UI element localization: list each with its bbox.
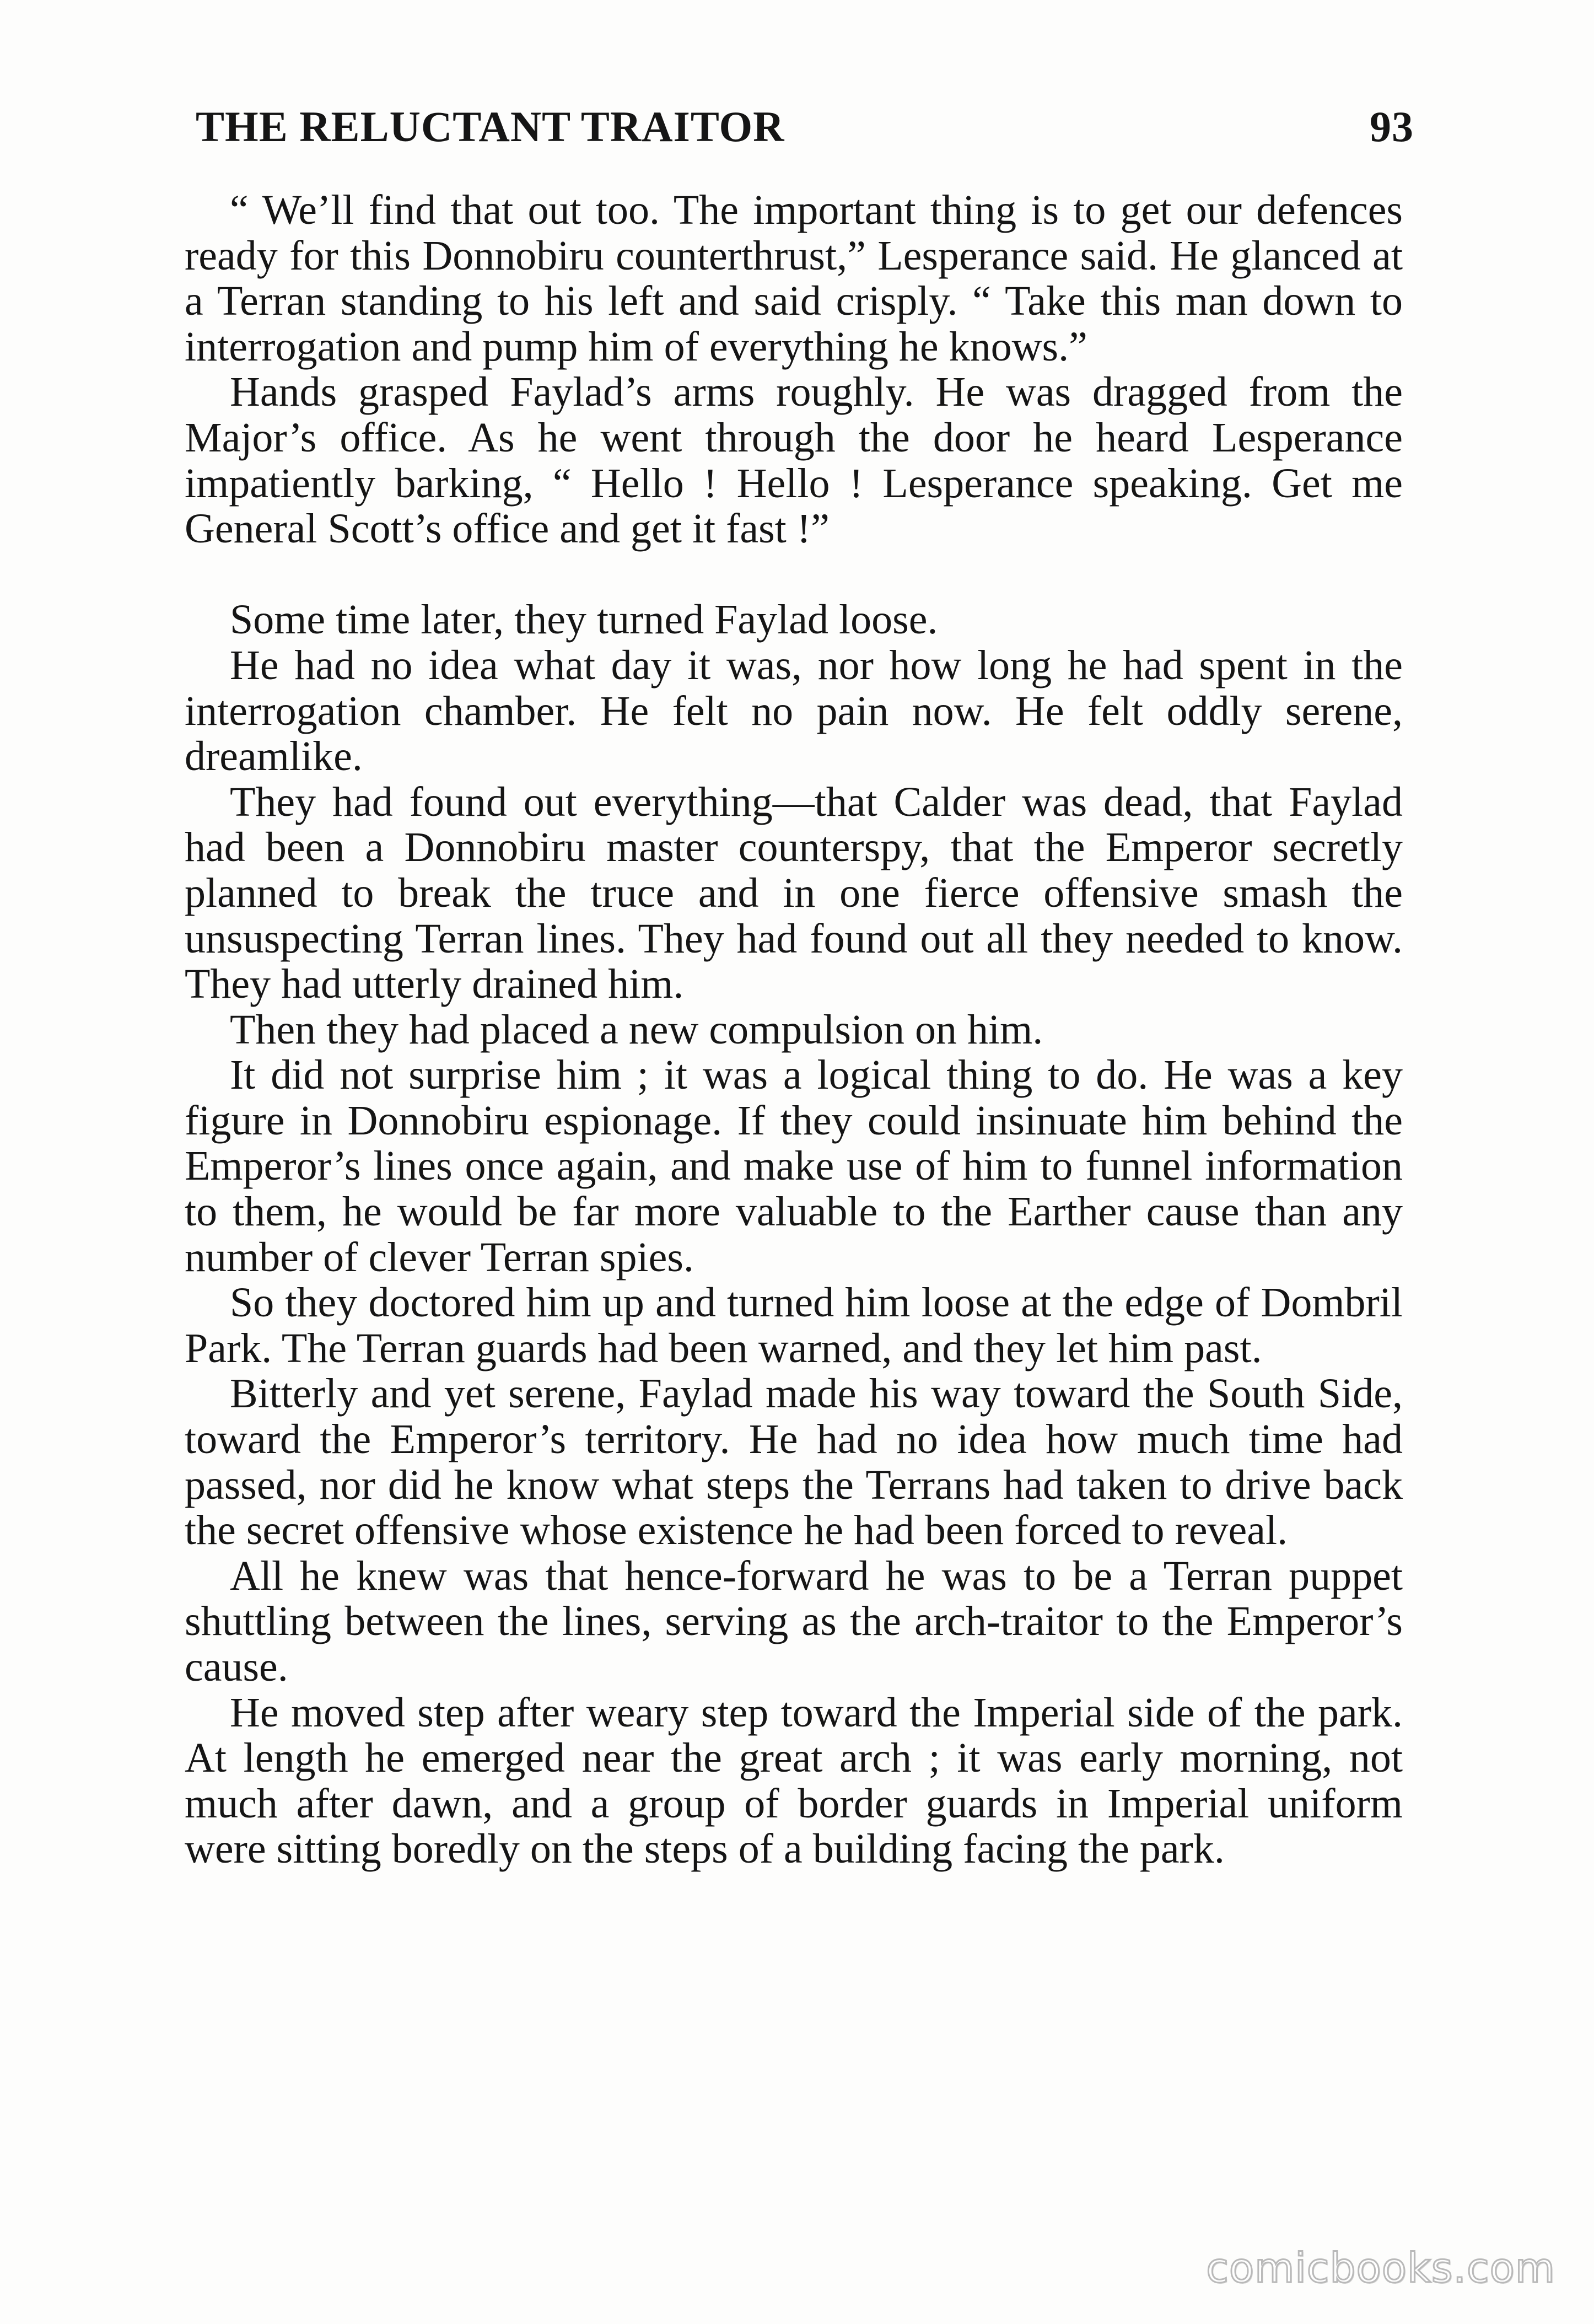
paragraph: He had no idea what day it was, nor how long he had spent in the interrogation chamber. He felt no pain now. He felt oddly serene, dreamlike.	[185, 642, 1403, 780]
paragraph: All he knew was that hence-forward he was to be a Terran puppet shuttling between the lines, serving as the arch-traitor to the Emperor’s cause.	[185, 1552, 1403, 1690]
paragraph: He moved step after weary step toward the Imperial side of the park. At length he emerged near the great arch ; it was early morning, not much after dawn, and a group of border guards in Imperial uniform were sitting boredly on the steps of a building facing the park.	[185, 1689, 1403, 1873]
watermark: comicbooks.com	[1206, 2245, 1555, 2292]
paragraph: Then they had placed a new compulsion on him.	[230, 1006, 1043, 1053]
running-head	[196, 102, 1414, 163]
body-text	[185, 187, 1403, 1872]
running-head-title: THE RELUCTANT TRAITOR	[196, 103, 785, 150]
paragraph: “ We’ll find that out too. The important thing is to get our defences ready for this Donnobiru counterthrust,” Lesperance said. He glanced at a Terran standing to his left and said crisply. “ Take this man down to interrogation and pump him of everything he knows.”	[185, 187, 1403, 370]
paragraph: Hands grasped Faylad’s arms roughly. He was dragged from the Major’s office. As he went through the door he heard Lesperance impatiently barking, “ Hello ! Hello ! Lesperance speaking. Get me General Scott’s office and get it fast !”	[185, 369, 1403, 552]
page-number: 93	[1370, 103, 1414, 150]
paragraph: Bitterly and yet serene, Faylad made his way toward the South Side, toward the Emperor’s territory. He had no idea how much time had passed, nor did he know what steps the Terrans had taken to drive back the secret offensive whose existence he had been forced to reveal.	[185, 1370, 1403, 1554]
paragraph: Some time later, they turned Faylad loose.	[230, 596, 938, 643]
paragraph: So they doctored him up and turned him loose at the edge of Dombril Park. The Terran guards had been warned, and they let him past.	[185, 1279, 1403, 1371]
paragraph: They had found out everything—that Calder was dead, that Faylad had been a Donnobiru master counterspy, that the Emperor secretly planned to break the truce and in one fierce offensive smash the unsuspecting Terran lines. They had found out all they needed to know. They had utterly drained him.	[185, 778, 1403, 1008]
paragraph: It did not surprise him ; it was a logical thing to do. He was a key figure in Donnobiru espionage. If they could insinuate him behind the Emperor’s lines once again, and make use of him to funnel information to them, he would be far more valuable to the Earther cause than any number of clever Terran spies.	[185, 1052, 1403, 1281]
